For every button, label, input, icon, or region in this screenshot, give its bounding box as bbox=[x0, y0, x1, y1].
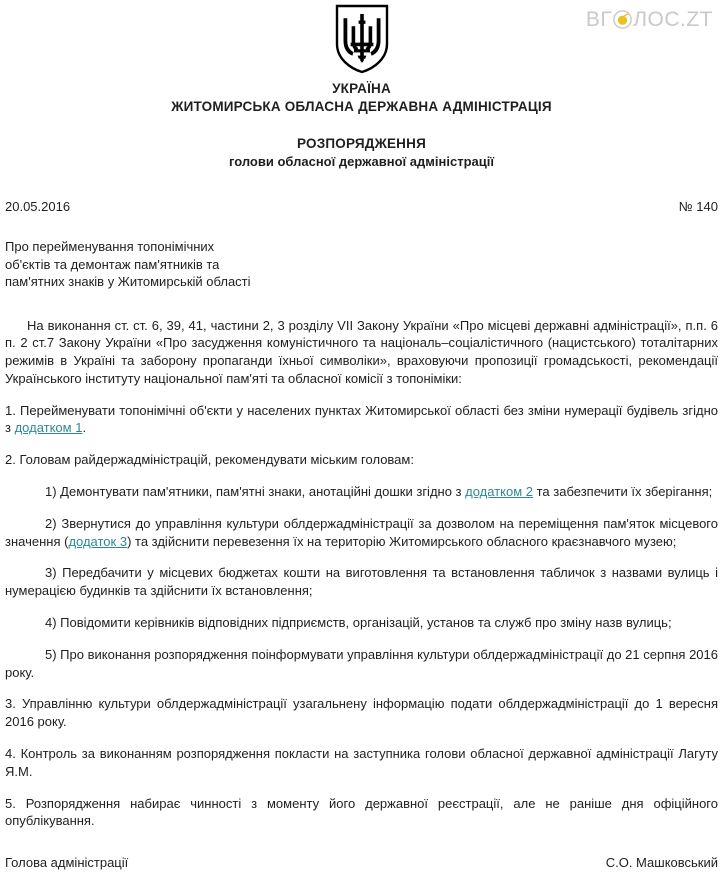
sun-dot-icon bbox=[613, 10, 632, 29]
paragraph-item-1 bbox=[5, 402, 718, 438]
link-dodatok-1[interactable]: додатком 1 bbox=[14, 420, 83, 436]
subitem-1-text-before: 1) Демонтувати пам'ятники, пам'ятні знаки, анотаційні дошки згідно з bbox=[45, 484, 466, 500]
watermark-text-before: ВГ bbox=[585, 8, 613, 31]
paragraph-preamble: На виконання ст. ст. 6, 39, 41, частини 2, 3 розділу VII Закону України «Про місцеві державні адміністрації», п.п. 6 п. 2 ст.7 Закону України «Про засудження комуністичного та національ–соціалістичного (нацистського) тоталітарних режимів в Україні та заборону пропаганди їхньої символіки», враховуючи пропозиції громадськості, рекомендації Українського інституту національної пам'яті та обласної комісії з топоніміки: bbox=[5, 317, 718, 386]
subject-line-1: Про перейменування топонімічних bbox=[5, 239, 215, 254]
paragraph-item-2: 2. Головам райдержадміністрацій, рекомендувати міським головам: bbox=[5, 452, 414, 468]
header-organization: ЖИТОМИРСЬКА ОБЛАСНА ДЕРЖАВНА АДМІНІСТРАЦІЯ bbox=[171, 99, 552, 114]
document-meta-row bbox=[5, 199, 718, 214]
document-kind-title: РОЗПОРЯДЖЕННЯ bbox=[297, 136, 426, 151]
signature-name: С.О. Машковський bbox=[605, 855, 718, 870]
header-country: УКРАЇНА bbox=[332, 81, 391, 96]
subitem-2-text-after: ) та здійснити перевезення їх на територію Житомирського обласного краєзнавчого музею; bbox=[127, 533, 677, 549]
paragraph-subitem-3: 3) Передбачити у місцевих бюджетах кошти на виготовлення та встановлення табличок з назвами вулиць і нумерацією будинків та здійснити їх встановлення; bbox=[5, 565, 718, 599]
link-dodatok-2[interactable]: додатком 2 bbox=[465, 484, 533, 500]
document-number: № 140 bbox=[678, 199, 718, 214]
document-body bbox=[5, 317, 718, 831]
paragraph-item-5: 5. Розпорядження набирає чинності з моменту його державної реєстрації, але не раніше дня офіційного опублікування. bbox=[5, 795, 718, 829]
document-date: 20.05.2016 bbox=[5, 199, 71, 214]
link-dodatok-3[interactable]: додаток 3 bbox=[68, 533, 128, 549]
paragraph-subitem-2 bbox=[5, 515, 718, 551]
paragraph-subitem-1 bbox=[5, 483, 718, 501]
document-kind-subtitle: голови обласної державної адміністрації bbox=[228, 154, 495, 169]
watermark-text-after: ЛОС.ZT bbox=[633, 8, 713, 31]
paragraph-item-4: 4. Контроль за виконанням розпорядження покласти на заступника голови обласної державної адміністрації Лагуту Я.М. bbox=[5, 746, 718, 779]
signature-row bbox=[5, 855, 718, 870]
document-subject bbox=[5, 238, 335, 291]
item-1-text-before: 1. Перейменувати топонімічні об'єкти у населених пунктах Житомирської області без зміни нумерації будівель згідно з bbox=[5, 402, 718, 436]
site-watermark bbox=[586, 9, 713, 30]
item-1-text-after: . bbox=[82, 420, 87, 436]
paragraph-item-3: 3. Управлінню культури облдержадміністрації узагальнену інформацію подати облдержадміністрації до 1 вересня 2016 року. bbox=[5, 696, 718, 730]
subject-line-2: об'єктів та демонтаж пам'ятників та bbox=[5, 256, 220, 272]
subitem-1-text-after: та забезпечити їх зберігання; bbox=[533, 484, 713, 500]
signature-title: Голова адміністрації bbox=[5, 855, 129, 870]
paragraph-subitem-4: 4) Повідомити керівників відповідних підприємств, організацій, установ та служб про зміну назв вулиць; bbox=[45, 615, 672, 631]
paragraph-subitem-5: 5) Про виконання розпорядження поінформувати управління культури облдержадміністрації до 21 серпня 2016 року. bbox=[5, 646, 718, 680]
subject-line-3: пам'ятних знаків у Житомирській області bbox=[5, 274, 251, 289]
subitem-2-text-before: 2) Звернутися до управління культури облдержадміністрації за дозволом на переміщення пам'яток місцевого значення ( bbox=[5, 515, 718, 549]
